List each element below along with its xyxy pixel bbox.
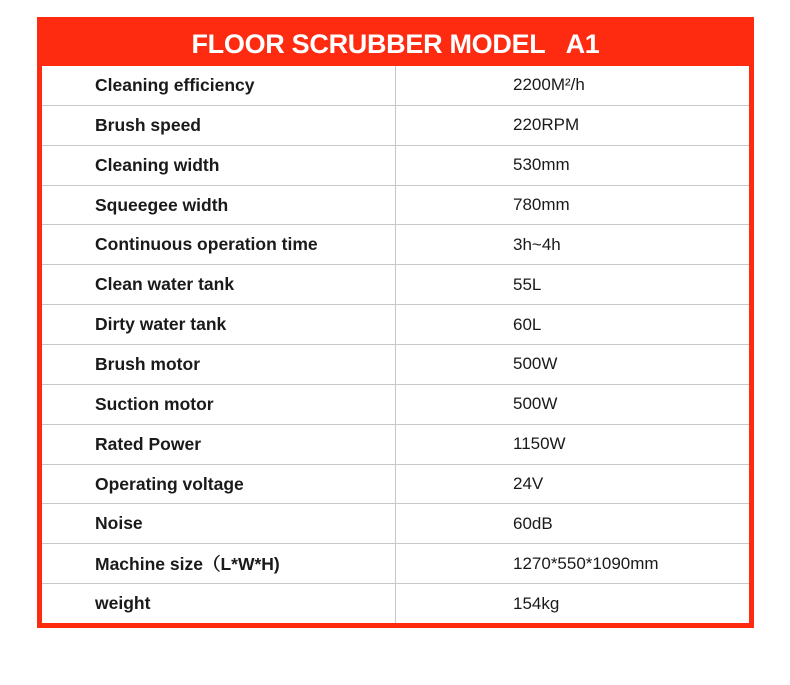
spec-sheet-title: FLOOR SCRUBBER MODEL A1 — [191, 29, 600, 59]
spec-value: 60dB — [513, 513, 553, 533]
spec-label: Cleaning efficiency — [42, 66, 396, 105]
spec-label: Brush motor — [42, 345, 396, 384]
spec-sheet-frame — [37, 17, 754, 628]
spec-value: 780mm — [513, 195, 570, 214]
spec-value: 60L — [513, 314, 542, 334]
spec-value: 154kg — [513, 593, 560, 613]
spec-value: 55L — [513, 274, 542, 294]
table-row — [42, 464, 749, 504]
spec-value: 1150W — [513, 434, 566, 454]
spec-value: 500W — [513, 354, 558, 374]
spec-label: Noise — [42, 504, 396, 543]
spec-label: Cleaning width — [42, 146, 396, 185]
spec-label: Machine size（L*W*H) — [42, 544, 396, 583]
table-row — [42, 105, 749, 145]
spec-table — [42, 66, 749, 623]
spec-label: Clean water tank — [42, 265, 396, 304]
table-row — [42, 224, 749, 264]
spec-value: 500W — [513, 394, 558, 414]
table-row — [42, 304, 749, 344]
spec-label: Suction motor — [42, 385, 396, 424]
table-row — [42, 424, 749, 464]
spec-label: Dirty water tank — [42, 305, 396, 344]
spec-value: 3h~4h — [513, 234, 561, 254]
spec-value: 24V — [513, 474, 544, 494]
spec-value: 220RPM — [513, 115, 580, 135]
table-row — [42, 145, 749, 185]
spec-label: Brush speed — [42, 106, 396, 145]
spec-label: Rated Power — [42, 425, 396, 464]
table-row — [42, 384, 749, 424]
spec-value: 530mm — [513, 155, 570, 175]
table-row — [42, 344, 749, 384]
spec-label: weight — [42, 584, 396, 623]
spec-label: Operating voltage — [42, 465, 396, 504]
table-row — [42, 185, 749, 225]
spec-value: 1270*550*1090mm — [513, 553, 659, 573]
spec-label: Squeegee width — [42, 186, 396, 225]
table-row — [42, 264, 749, 304]
table-row — [42, 543, 749, 583]
spec-value: 2200M²/h — [513, 75, 585, 95]
table-row — [42, 583, 749, 623]
table-row — [42, 66, 749, 105]
spec-label: Continuous operation time — [42, 225, 396, 264]
table-row — [42, 503, 749, 543]
